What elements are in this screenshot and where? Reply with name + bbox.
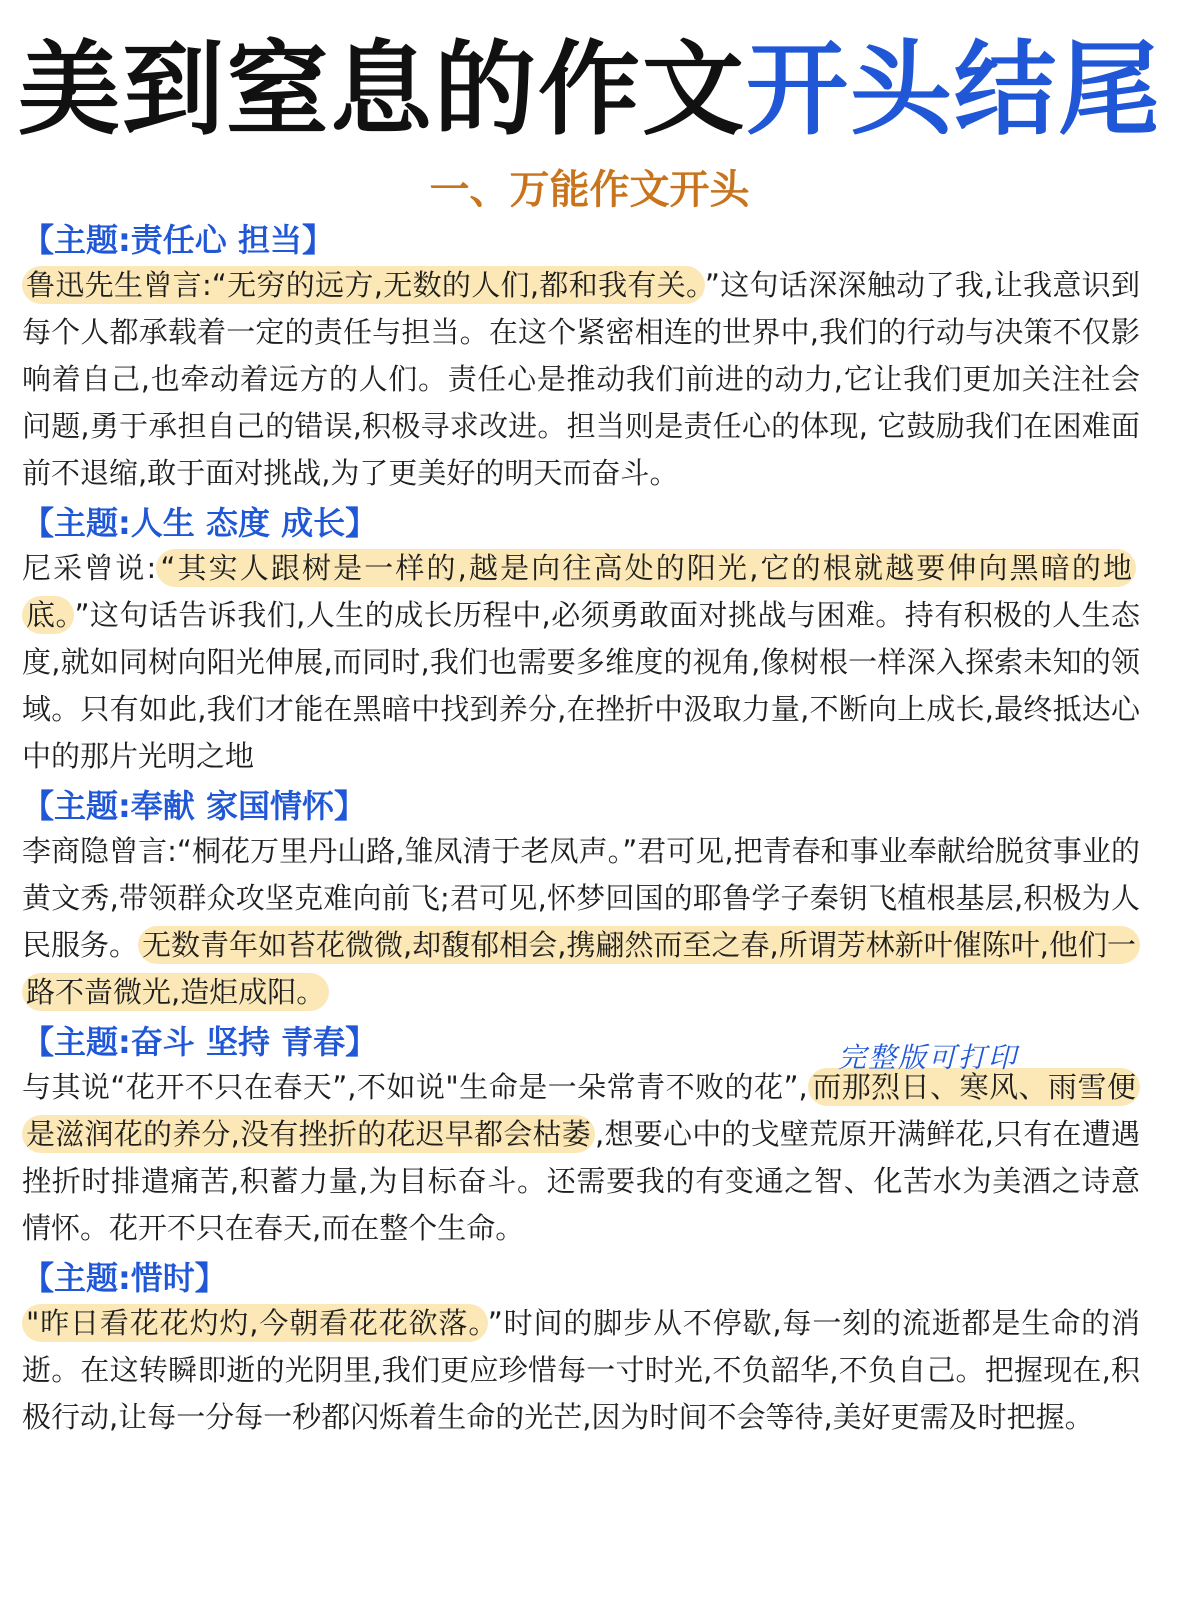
theme-heading-responsibility: 【主题:责任心 担当】: [22, 221, 334, 259]
theme-paragraph-life: [22, 545, 1140, 780]
paragraph-text: ”这句话告诉我们,人生的成长历程中,必须勇敢面对挑战与困难。持有积极的人生态度,就如同树向阳光伸展,而同时,我们也需要多维度的视角,像树根一样深入探索未知的领域。只有如此,我们才能在黑暗中找到养分,在挫折中汲取力量,不断向上成长,最终抵达心中的那片光明之地: [22, 598, 1140, 773]
page-title: [18, 26, 1168, 156]
theme-heading-struggle: 【主题:奋斗 坚持 青春】: [22, 1023, 378, 1061]
theme-paragraph-struggle: [22, 1064, 1140, 1252]
paragraph-text: ”这句话深深触动了我,让我意识到每个人都承载着一定的责任与担当。在这个紧密相连的世界中,我们的行动与决策不仅影响着自己,也牵动着远方的人们。责任心是推动我们前进的动力,它让我们更加关注社会问题,勇于承担自己的错误,积极寻求改进。担当则是责任心的体现, 它鼓励我们在困难面前不退缩,敢于面对挑战,为了更美好的明天而奋斗。: [22, 268, 1140, 490]
paragraph-text: 尼采曾说:: [22, 551, 157, 585]
paragraph-text: ”时间的脚步从不停歇,每一刻的流逝都是生命的消逝。在这转瞬即逝的光阴里,我们更应珍惜每一寸时光,不负韶华,不负自己。把握现在,积极行动,让每一分每一秒都闪烁着生命的光芒,因为时间不会等待,美好更需及时把握。: [22, 1306, 1140, 1434]
theme-heading-life: 【主题:人生 态度 成长】: [22, 504, 378, 542]
paragraph-text: 与其说“花开不只在春天”,不如说"生命是一朵常青不败的花”,: [22, 1070, 808, 1104]
theme-paragraph-responsibility: [22, 262, 1140, 497]
highlighted-quote: "昨日看花花灼灼,今朝看花花欲落。: [22, 1304, 488, 1342]
paragraph-text: 李商隐曾言:“桐花万里丹山路,雏凤清于老凤声。”君可见,把青春和事业奉献给脱贫事业的黄文秀,带领群众攻坚克难向前飞;君可见,怀梦回国的耶鲁学子秦钥飞植根基层,积极为人民服务。: [22, 834, 1140, 962]
section-title: 一、万能作文开头: [429, 167, 750, 213]
page-title-blue: 开头结尾: [746, 31, 1162, 150]
theme-heading-dedication: 【主题:奉献 家国情怀】: [22, 787, 366, 825]
theme-paragraph-dedication: [22, 828, 1140, 1016]
paragraph-text: ,想要心中的戈壁荒原开满鲜花,只有在遭遇挫折时排遣痛苦,积蓄力量,为目标奋斗。还需要我的有变通之智、化苦水为美酒之诗意情怀。花开不只在春天,而在整个生命。: [22, 1117, 1140, 1245]
page-title-black: 美到窒息的作文: [18, 31, 746, 150]
highlighted-quote: 无数青年如苔花微微,却馥郁相会,携翩然而至之春,所谓芳林新叶催陈叶,他们一路不啬微光,造炬成阳。: [22, 926, 1140, 1011]
theme-paragraph-time: [22, 1300, 1140, 1441]
printable-note: 完整版可打印: [838, 1041, 1019, 1074]
theme-heading-time: 【主题:惜时】: [22, 1259, 227, 1297]
highlighted-quote: 而那烈日、寒风、雨雪便是滋润花的养分,没有挫折的花迟早都会枯萎: [22, 1068, 1140, 1153]
content: [22, 218, 1140, 1445]
highlighted-quote: “其实人跟树是一样的,越是向往高处的阳光,它的根就越要伸向黑暗的地底。: [22, 549, 1136, 634]
highlighted-quote: 鲁迅先生曾言:“无穷的远方,无数的人们,都和我有关。: [22, 266, 705, 304]
